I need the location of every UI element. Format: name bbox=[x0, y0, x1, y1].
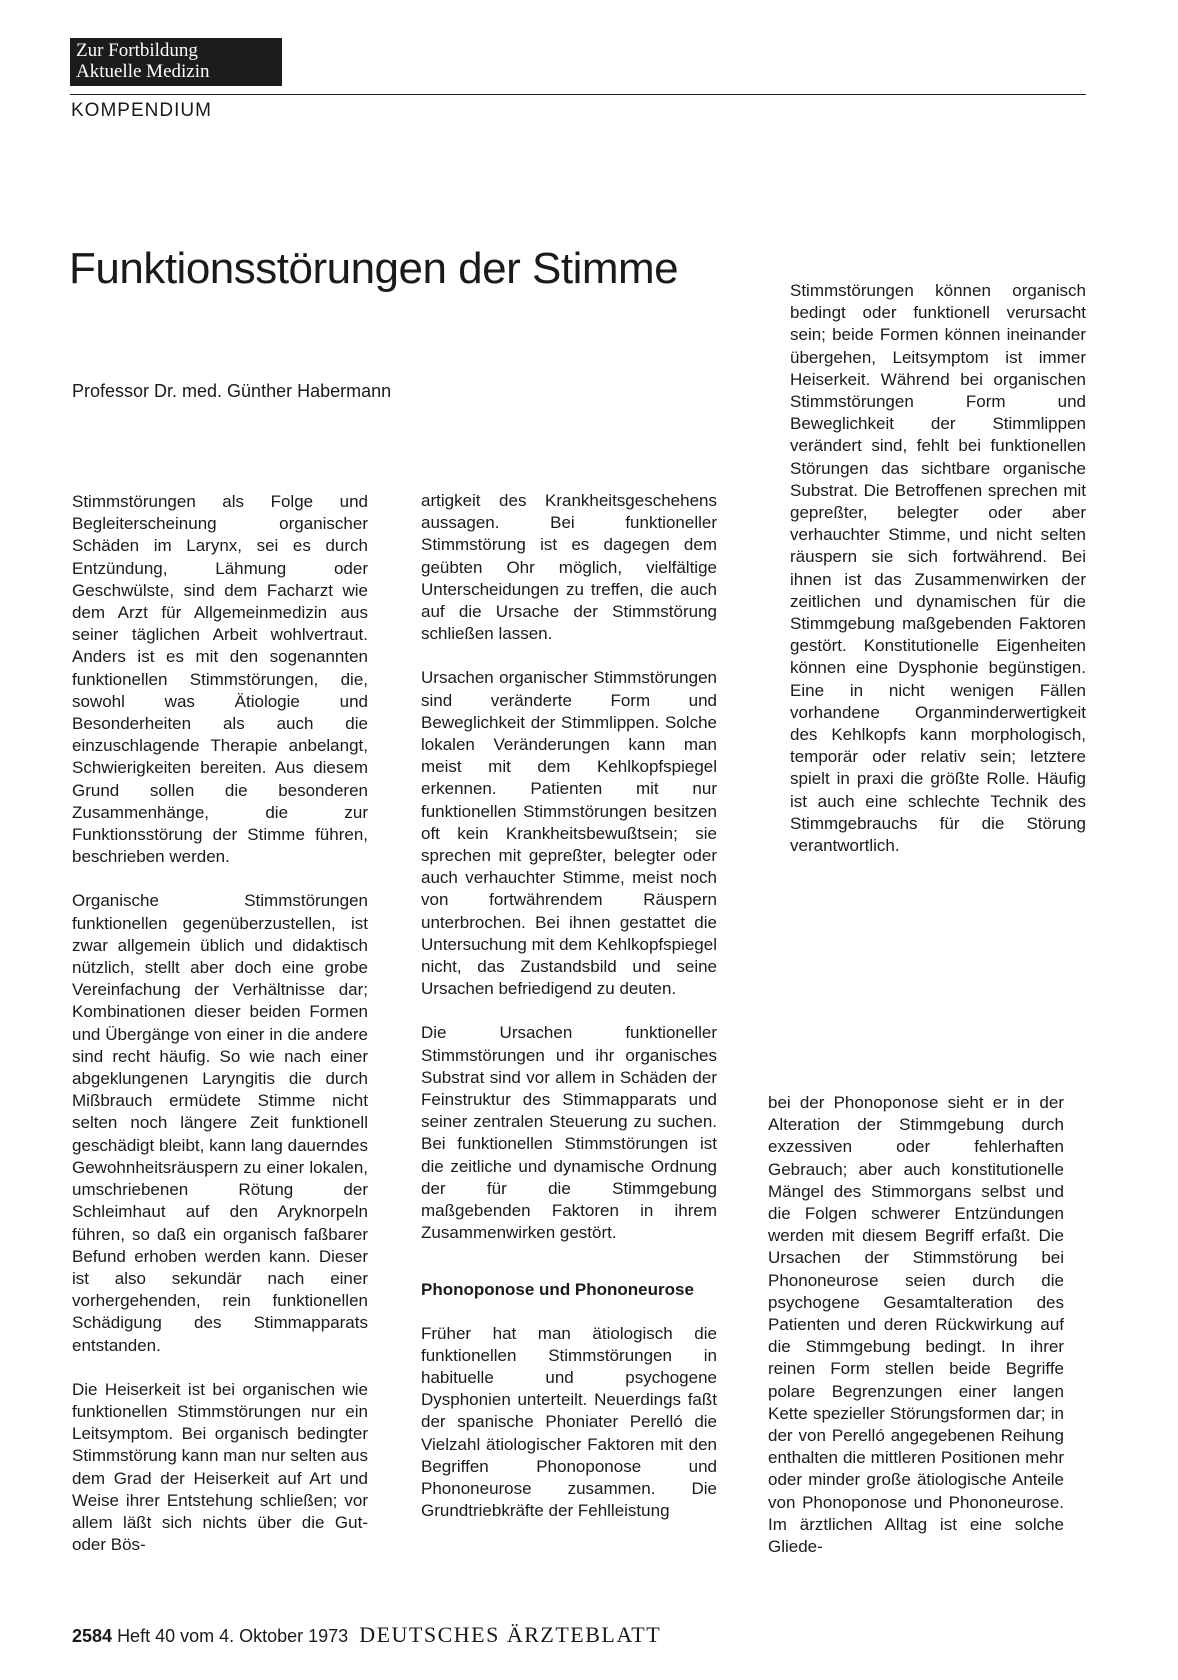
article-title: Funktionsstörungen der Stimme bbox=[69, 244, 679, 293]
summary-paragraph: Stimmstörungen können organisch bedingt oder funktionell verursacht sein; beide Formen können ineinander übergehen, Leitsymptom ist immer Heiserkeit. Während bei organischen Stimmstörungen Form und Beweglichkeit der Stimmlippen verändert sind, fehlt bei funktionellen Störungen das sichtbare organische Substrat. Die Betroffenen sprechen mit gepreßter, belegter oder aber verhauchter Stimme, und nicht selten räuspern sie sich fortwährend. Bei ihnen ist das Zusammenwirken der zeitlichen und dynamischen für die Stimmgebung maßgebenden Faktoren gestört. Konstitutionelle Eigenheiten können eine Dysphonie begünstigen. Eine in nicht wenigen Fällen vorhandene Organminderwertigkeit des Kehlkopfs kann morphologisch, temporär oder relativ sein; letztere spielt in praxi die größte Rolle. Häufig ist auch eine schlechte Technik des Stimmgebrauchs für die Störung verantwortlich. bbox=[790, 281, 1086, 856]
paragraph: Die Ursachen funktioneller Stimmstörungen und ihr organisches Substrat sind vor allem in Schäden der Feinstruktur des Stimmapparats und seiner zentralen Steuerung zu suchen. Bei funktionellen Stimmstörungen ist die zeitliche und dynamische Ordnung der für die Stimmgebung maßgebenden Faktoren in ihrem Zusammenwirken gestört. bbox=[421, 1023, 717, 1243]
paragraph: Organische Stimmstörungen funktionellen gegenüberzustellen, ist zwar allgemein üblich und didaktisch nützlich, stellt aber doch eine grobe Vereinfachung der Verhältnisse dar; Kombinationen dieser beiden Formen und Übergänge von einer in die andere sind recht häufig. So wie nach einer abgeklungenen Laryngitis die durch Mißbrauch ermüdete Stimme nicht selten noch längere Zeit funktionell geschädigt bleibt, kann lang dauerndes Gewohnheitsräuspern zu einer lokalen, umschriebenen Rötung der Schleimhaut auf den Aryknorpeln führen, so daß ein organisch faßbarer Befund erhoben werden kann. Dieser ist also sekundär nach einer vorhergehenden, rein funktionellen Schädigung des Stimmapparats entstanden. bbox=[72, 891, 368, 1355]
article-author: Professor Dr. med. Günther Habermann bbox=[72, 381, 392, 401]
paragraph: Stimmstörungen als Folge und Begleiterscheinung organischer Schäden im Larynx, sei es durch Entzündung, Lähmung oder Geschwülste, sind dem Facharzt wie dem Arzt für Allgemeinmedizin aus seiner täglichen Arbeit wohlvertraut. Anders ist es mit den sogenannten funktionellen Stimmstörungen, die, sowohl was Ätiologie und Besonderheiten als auch die einzuschlagende Therapie anbelangt, Schwierigkeiten bereiten. Aus diesem Grund sollen die besonderen Zusammenhänge, die zur Funktionsstörung der Stimme führen, beschrieben werden. bbox=[72, 492, 368, 867]
column-4 bbox=[768, 1092, 1064, 1580]
header-rule bbox=[70, 94, 1086, 95]
issue-info: Heft 40 vom 4. Oktober 1973 bbox=[117, 1626, 349, 1646]
section-label-line1: Zur Fortbildung bbox=[76, 40, 198, 61]
paragraph: Die Heiserkeit ist bei organischen wie funktionellen Stimmstörungen nur ein Leitsymptom. Bei organisch bedingter Stimmstörung kann man nur selten aus dem Grad der Heiserkeit auf Art und Weise ihrer Entstehung schließen; vor allem läßt sich nichts über die Gut- oder Bös- bbox=[72, 1379, 368, 1555]
page-footer bbox=[72, 1622, 661, 1648]
section-label-box bbox=[70, 38, 282, 86]
column-2 bbox=[421, 490, 717, 1544]
summary-column bbox=[790, 280, 1086, 879]
page-number: 2584 bbox=[72, 1626, 113, 1646]
paragraph: bei der Phonoponose sieht er in der Alteration der Stimmgebung durch exzessiven oder fehlerhaften Gebrauch; aber auch konstitutionelle Mängel des Stimmorgans selbst und die Folgen schwerer Entzündungen werden mit diesem Begriff erfaßt. Die Ursachen der Stimmstörung bei Phononeurose seien durch die psychogene Gesamtalteration des Patienten und deren Rückwirkung auf die Stimmgebung bedingt. In ihrer reinen Form stellen beide Begriffe polare Begrenzungen einer langen Kette spezieller Störungsformen dar; in der von Perelló angegebenen Reihung enthalten die mittleren Positionen mehr oder minder große ätiologische Anteile von Phonoponose und Phononeurose. Im ärztlichen Alltag ist eine solche Gliede- bbox=[768, 1093, 1064, 1557]
column-1 bbox=[72, 491, 368, 1578]
section-name: KOMPENDIUM bbox=[71, 100, 212, 121]
paragraph: Früher hat man ätiologisch die funktionellen Stimmstörungen in habituelle und psychogene Dysphonien unterteilt. Neuerdings faßt der spanische Phoniater Perelló die Vielzahl ätiologischer Faktoren mit den Begriffen Phonoponose und Phononeurose zusammen. Die Grundtriebkräfte der Fehlleistung bbox=[421, 1323, 717, 1521]
magazine-name: DEUTSCHES ÄRZTEBLATT bbox=[359, 1622, 662, 1647]
section-heading: Phonoponose und Phononeurose bbox=[421, 1279, 694, 1299]
section-label-line2: Aktuelle Medizin bbox=[76, 61, 210, 82]
paragraph: artigkeit des Krankheitsgeschehens aussagen. Bei funktioneller Stimmstörung ist es dagegen dem geübten Ohr möglich, vielfältige Unterscheidungen zu treffen, die auch auf die Ursache der Stimmstörung schließen lassen. bbox=[421, 491, 717, 644]
paragraph: Ursachen organischer Stimmstörungen sind veränderte Form und Beweglichkeit der Stimmlippen. Solche lokalen Veränderungen kann man meist mit dem Kehlkopfspiegel erkennen. Patienten mit nur funktionellen Stimmstörungen besitzen oft kein Krankheitsbewußtsein; sie sprechen mit gepreßter, belegter oder auch verhauchter Stimme, meist noch von fortwährendem Räuspern unterbrochen. Bei ihnen gestattet die Untersuchung mit dem Kehlkopfspiegel nicht, das Zustandsbild und seine Ursachen befriedigend zu deuten. bbox=[421, 668, 717, 999]
